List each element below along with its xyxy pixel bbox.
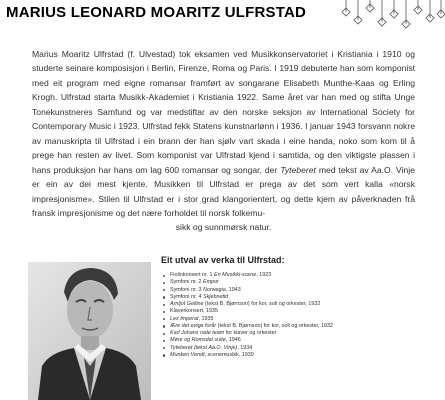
list-item: Klaverkonsert, 1935 bbox=[161, 308, 431, 315]
list-item: Fiolinkonsert nr. 1 En Musikki-scene, 1923 bbox=[161, 272, 431, 279]
list-item: Symfoni nr. 4 Skjebnetid bbox=[161, 294, 431, 301]
list-item: Ære det evige forår (tekst B. Bjørnson) for kor, soli og orkester, 1932 bbox=[161, 323, 431, 330]
works-section bbox=[161, 255, 431, 359]
biography-text: Marius Moaritz Ulfrstad (f. Ulvestad) tok eksamen ved Musikkonservatoriet i Kristiania i 1910 og studerte seinare komposisjon i Berlin, Firenze, Roma og Paris. I 1919 debuterte han som komponist med eit program med eigne romansar framført av songarane Elisabeth Munthe-Kaas og Erling Krogh. Ulfrstad starta Musikk-Akademiet i Kristiania 1922. Same året var han med og stifta Unge Tonekunstneres Samfund og var medstiftar av den norske seksjon av International Society for Contemporary Music i 1923. Ulfrstad fekk Statens kunstnarlønn i 1936. I januar 1943 forsvann nokre av manuskripta til Ulfrstad i ein brann der han sjølv vart skada i eine handa, noko som kom til å prege han resten av livet. Som komponist var Ulfrstad kjend i samtida, og den viktigste plassen i hans produksjon har hans om lag 600 romansar og songar, der Tyteberet med tekst av Aa.O. Vinje er ein av dei mest kjente. Musikken til Ulfrstad er prega av det som vert kalla «norsk impresjonisme». Stilen til Ulfrstad er i stor grad klangorientert, og dette kjem av påverknaden frå fransk impresjonisme og det nære forholdet til norsk folkemu- sikk og sunnmørsk natur. bbox=[32, 47, 415, 235]
page-title: MARIUS LEONARD MOARITZ ULFRSTAD bbox=[6, 4, 307, 21]
list-item: Arnljot Gelline (tekst B. Bjørnson) for kor, soli og orkester, 1932 bbox=[161, 301, 431, 308]
work-title-italic: Tyteberet bbox=[280, 164, 316, 175]
list-item: Symfoni nr. 3 Norwegia, 1943 bbox=[161, 287, 431, 294]
list-item: Lex Imperat, 1935 bbox=[161, 316, 431, 323]
works-heading: Eit utval av verka til Ulfrstad: bbox=[161, 255, 285, 265]
list-item: Møre og Romsdal suite, 1946 bbox=[161, 337, 431, 344]
list-item: Symfoni nr. 2 Empor bbox=[161, 279, 431, 286]
decorative-ornament bbox=[338, 0, 445, 44]
list-item: Tyteberet (tekst Aa.O. Vinje), 1934 bbox=[161, 345, 431, 352]
list-item: Karl Johans rade team for klaver og orkester bbox=[161, 330, 431, 337]
portrait-photo bbox=[28, 262, 151, 400]
works-list bbox=[161, 272, 431, 359]
biography-last-line: sikk og sunnmørsk natur. bbox=[175, 222, 272, 233]
list-item: Munken Vendt, scenemusikk, 1939 bbox=[161, 352, 431, 359]
